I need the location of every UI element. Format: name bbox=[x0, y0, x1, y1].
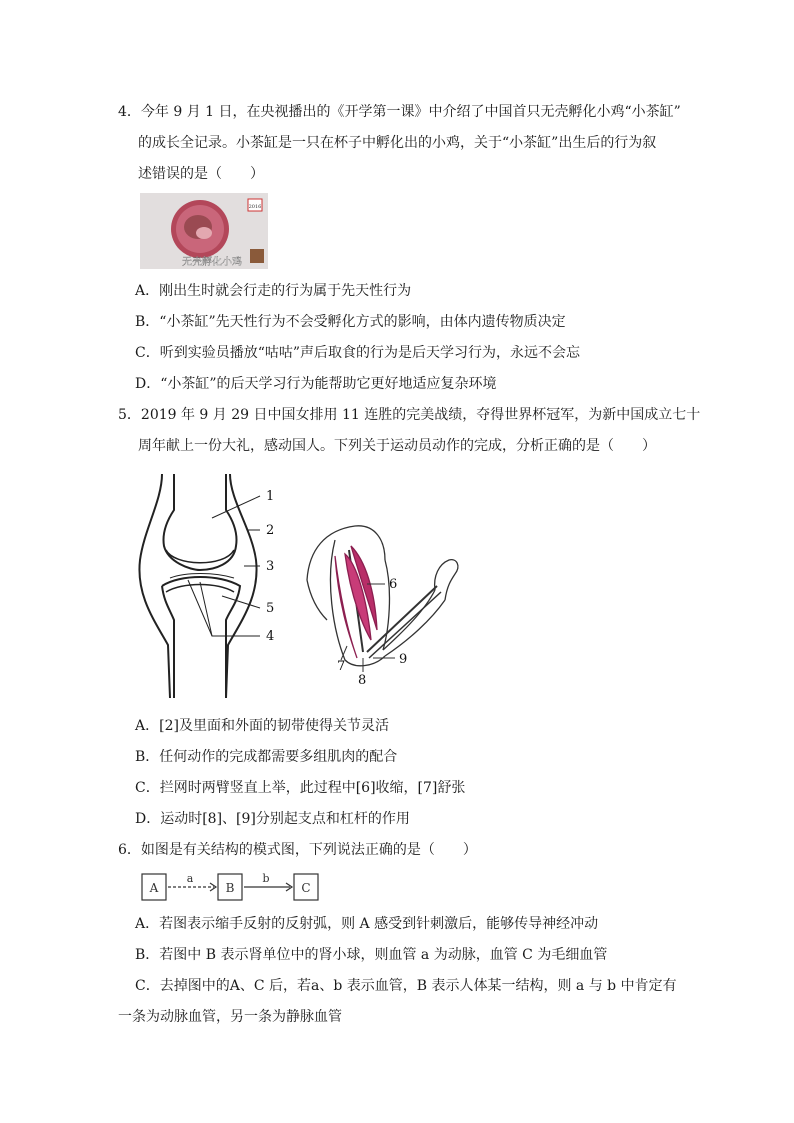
arrow-a-label: a bbox=[186, 872, 194, 885]
joint-label-2: 2 bbox=[266, 523, 275, 538]
q6-option-c-continued: 一条为动脉血管，另一条为静脉血管 bbox=[118, 1009, 342, 1025]
joint-label-4: 4 bbox=[266, 629, 275, 644]
joint-label-5: 5 bbox=[266, 601, 275, 616]
chick-photo bbox=[140, 193, 268, 269]
arm-label-7: 7 bbox=[337, 659, 346, 674]
arm-label-8: 8 bbox=[358, 673, 367, 688]
q5-option-c: C．拦网时两臂竖直上举，此过程中[6]收缩，[7]舒张 bbox=[135, 780, 466, 796]
q6-option-c: C．去掉图中的A、C 后，若a、b 表示血管，B 表示人体某一结构，则 a 与 b 中肯定有 bbox=[135, 978, 677, 994]
q4-option-d: D．“小茶缸”的后天学习行为能帮助它更好地适应复杂环境 bbox=[135, 376, 497, 392]
q5-option-b: B．任何动作的完成都需要多组肌肉的配合 bbox=[135, 749, 398, 765]
photo-badge: 2016 bbox=[248, 204, 262, 210]
q6-option-b: B．若图中 B 表示肾单位中的肾小球，则血管 a 为动脉，血管 C 为毛细血管 bbox=[135, 947, 608, 963]
q4-option-b: B．“小茶缸”先天性行为不会受孵化方式的影响，由体内遗传物质决定 bbox=[135, 314, 566, 330]
q5-stem-line1: 5．2019 年 9 月 29 日中国女排用 11 连胜的完美战绩，夺得世界杯冠军，为新中国成立七十 bbox=[118, 407, 701, 423]
q5-option-d: D．运动时[8]、[9]分别起支点和杠杆的作用 bbox=[135, 811, 410, 827]
q5-stem-line2: 周年献上一份大礼，感动国人。下列关于运动员动作的完成，分析正确的是（ ） bbox=[138, 438, 656, 454]
q4-stem-line3: 述错误的是（ ） bbox=[138, 166, 264, 182]
arrow-b-label: b bbox=[262, 872, 270, 885]
q4-stem-line1: 4．今年 9 月 1 日，在央视播出的《开学第一课》中介绍了中国首只无壳孵化小鸡“小茶缸” bbox=[118, 104, 681, 120]
q6-stem: 6．如图是有关结构的模式图，下列说法正确的是（ ） bbox=[118, 842, 477, 858]
arm-muscle-diagram bbox=[305, 520, 470, 690]
joint-diagram bbox=[130, 470, 290, 700]
q5-option-a: A．[2]及里面和外面的韧带使得关节灵活 bbox=[135, 718, 389, 734]
arm-label-6: 6 bbox=[389, 577, 398, 592]
abc-flow-diagram bbox=[138, 870, 328, 904]
joint-label-1: 1 bbox=[266, 489, 275, 504]
q4-stem-line2: 的成长全记录。小茶缸是一只在杯子中孵化出的小鸡，关于“小茶缸”出生后的行为叙 bbox=[138, 135, 657, 151]
q4-option-a: A．刚出生时就会行走的行为属于先天性行为 bbox=[135, 283, 412, 299]
box-b-label: B bbox=[225, 881, 235, 895]
q4-option-c: C．听到实验员播放“咕咕”声后取食的行为是后天学习行为，永远不会忘 bbox=[135, 345, 581, 361]
photo-caption: 无壳孵化小鸡 bbox=[182, 257, 242, 268]
q6-option-a: A．若图表示缩手反射的反射弧，则 A 感受到针刺激后，能够传导神经冲动 bbox=[135, 916, 599, 932]
box-a-label: A bbox=[149, 881, 159, 895]
joint-label-3: 3 bbox=[266, 559, 275, 574]
arm-label-9: 9 bbox=[399, 652, 408, 667]
box-c-label: C bbox=[301, 881, 311, 895]
